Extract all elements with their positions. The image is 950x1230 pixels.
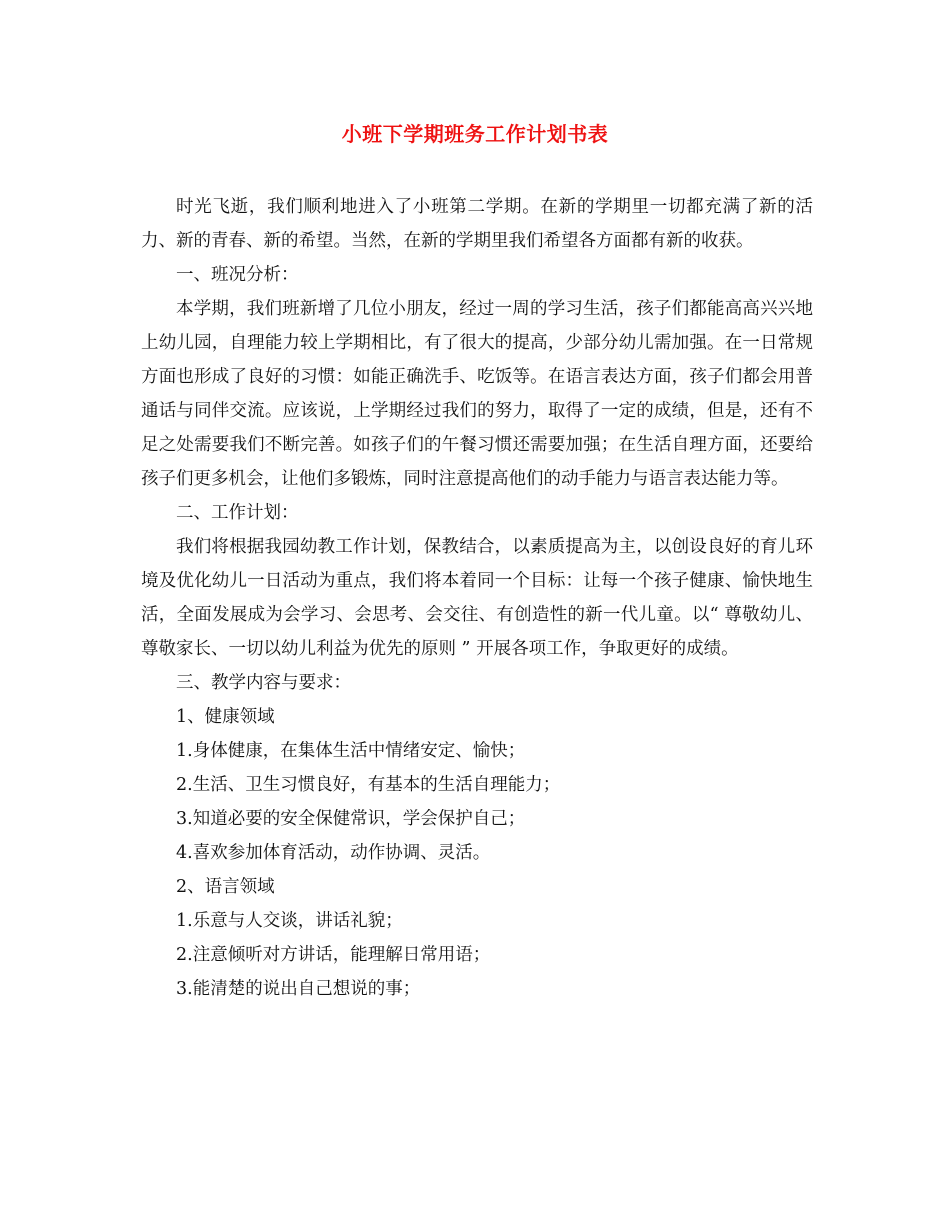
paragraph-intro: 时光飞逝，我们顺利地进入了小班第二学期。在新的学期里一切都充满了新的活力、新的青春、新的希望。当然，在新的学期里我们希望各方面都有新的收获。 — [141, 197, 813, 251]
list-item: 2.生活、卫生习惯良好，有基本的生活自理能力； — [176, 775, 561, 795]
paragraph-class-analysis: 本学期，我们班新增了几位小朋友，经过一周的学习生活，孩子们都能高高兴兴地上幼儿园，自理能力较上学期相比，有了很大的提高，少部分幼儿需加强。在一日常规方面也形成了良好的习惯：如能正确洗手、吃饭等。在语言表达方面，孩子们都会用普通话与同伴交流。应该说，上学期经过我们的努力，取得了一定的成绩，但是，还有不足之处需要我们不断完善。如孩子们的午餐习惯还需要加强；在生活自理方面，还要给孩子们更多机会，让他们多锻炼，同时注意提高他们的动手能力与语言表达能力等。 — [141, 299, 813, 489]
section-heading-class-analysis: 一、班况分析： — [176, 265, 299, 285]
list-item: 1.身体健康，在集体生活中情绪安定、愉快； — [176, 741, 526, 761]
list-item: 3.知道必要的安全保健常识，学会保护自己； — [176, 809, 526, 829]
paragraph-work-plan: 我们将根据我园幼教工作计划，保教结合，以素质提高为主，以创设良好的育儿环境及优化幼儿一日活动为重点，我们将本着同一个目标：让每一个孩子健康、愉快地生活，全面发展成为会学习、会思考、会交往、有创造性的新一代儿童。以“ 尊敬幼儿、尊敬家长、一切以幼儿利益为优先的原则 ” 开展各项工作，争取更好的成绩。 — [141, 537, 813, 659]
list-item: 2.注意倾听对方讲话，能理解日常用语； — [176, 945, 491, 965]
list-item: 4.喜欢参加体育活动，动作协调、灵活。 — [176, 843, 491, 863]
list-item: 3.能清楚的说出自己想说的事； — [176, 979, 421, 999]
document-title: 小班下学期班务工作计划书表 — [341, 122, 609, 146]
section-heading-work-plan: 二、工作计划： — [176, 503, 299, 523]
subheading-health-domain: 1、健康领域 — [176, 707, 275, 727]
document-body — [141, 190, 813, 1006]
section-heading-teaching-content: 三、教学内容与要求： — [176, 673, 351, 693]
list-item: 1.乐意与人交谈，讲话礼貌； — [176, 911, 403, 931]
subheading-language-domain: 2、语言领域 — [176, 877, 275, 897]
